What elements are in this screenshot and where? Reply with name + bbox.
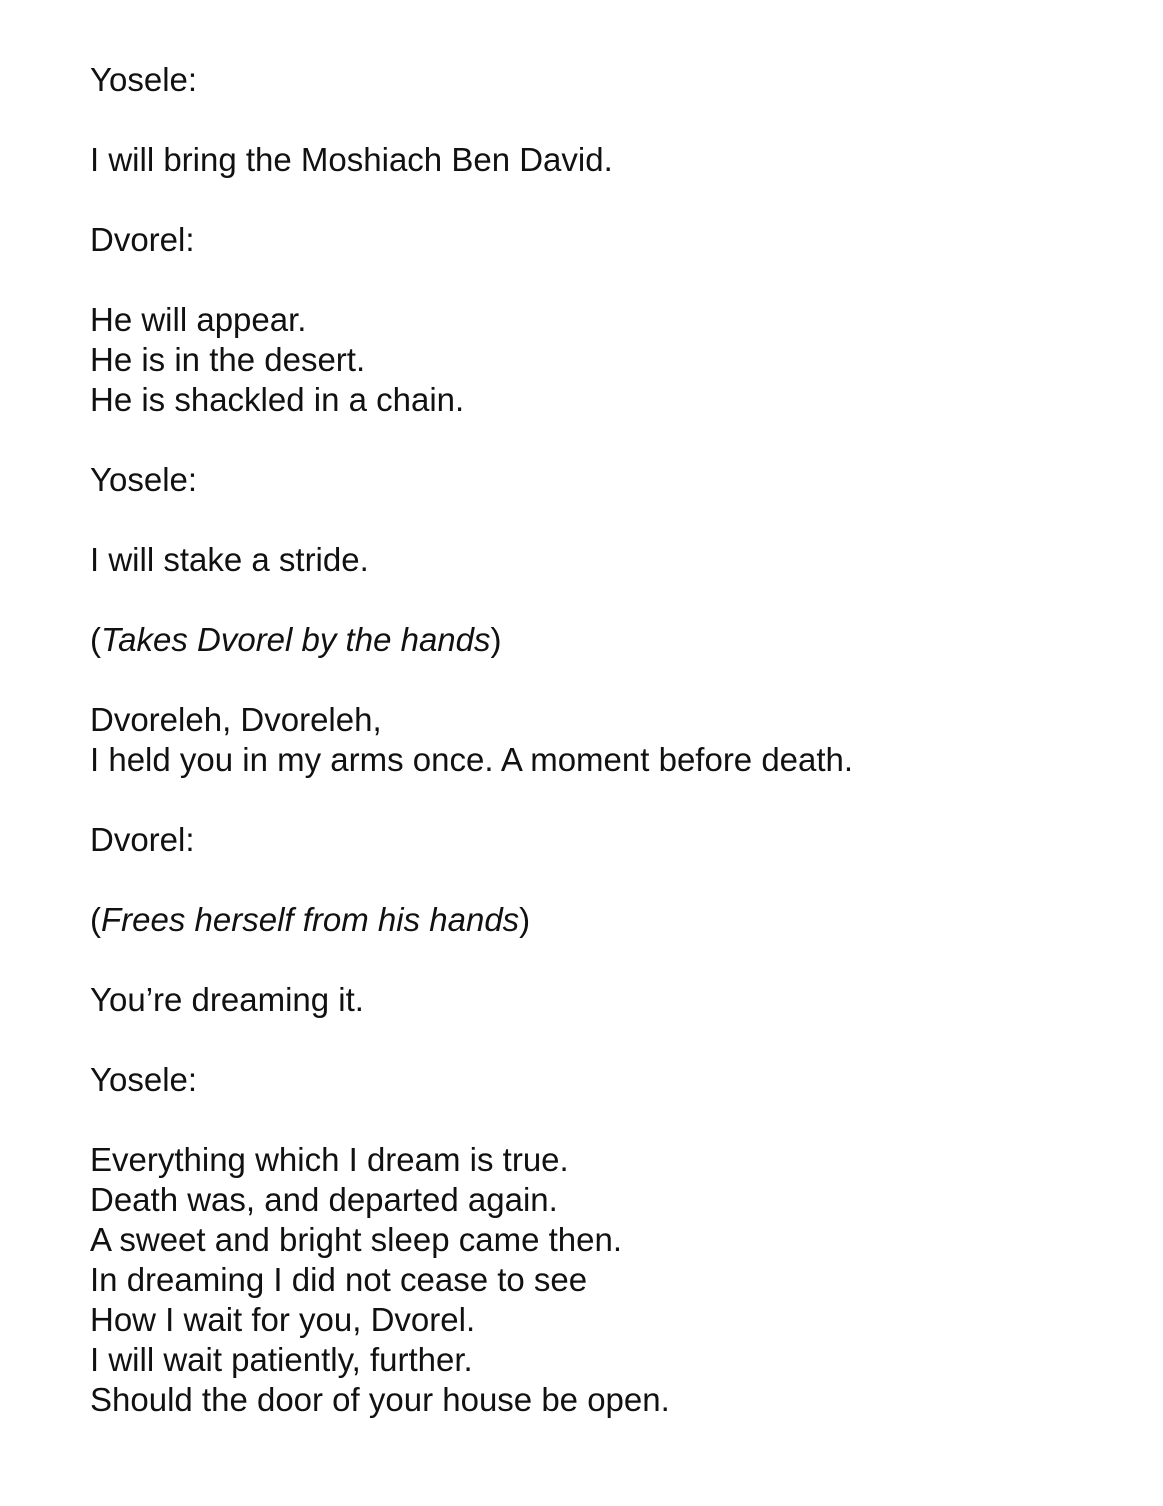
dialogue-line: How I wait for you, Dvorel. <box>90 1301 476 1338</box>
dialogue-line: I will wait patiently, further. <box>90 1341 473 1378</box>
dialogue-block <box>90 300 1110 420</box>
speaker-label: Dvorel: <box>90 221 195 258</box>
dialogue-line: Death was, and departed again. <box>90 1181 558 1218</box>
dialogue-line: I will stake a stride. <box>90 541 369 578</box>
speaker-label: Yosele: <box>90 461 198 498</box>
script-page <box>90 60 1110 1420</box>
dialogue-line: You’re dreaming it. <box>90 981 364 1018</box>
speaker-label: Dvorel: <box>90 821 195 858</box>
dialogue-line: I will bring the Moshiach Ben David. <box>90 141 613 178</box>
dialogue-line: He is shackled in a chain. <box>90 381 465 418</box>
dialogue-line: In dreaming I did not cease to see <box>90 1261 588 1298</box>
dialogue-block <box>90 1140 1110 1420</box>
dialogue-block <box>90 980 1110 1020</box>
dialogue-line: Everything which I dream is true. <box>90 1141 569 1178</box>
dialogue-line: A sweet and bright sleep came then. <box>90 1221 622 1258</box>
dialogue-line: He is in the desert. <box>90 341 366 378</box>
dialogue-line: I held you in my arms once. A moment before death. <box>90 741 854 778</box>
stage-direction: (Takes Dvorel by the hands) <box>90 621 502 658</box>
dialogue-block <box>90 540 1110 580</box>
dialogue-line: Dvoreleh, Dvoreleh, <box>90 701 382 738</box>
stage-direction: (Frees herself from his hands) <box>90 901 531 938</box>
speaker-label: Yosele: <box>90 61 198 98</box>
dialogue-line: Should the door of your house be open. <box>90 1381 670 1418</box>
dialogue-block <box>90 700 1110 780</box>
dialogue-block <box>90 140 1110 180</box>
dialogue-line: He will appear. <box>90 301 307 338</box>
speaker-label: Yosele: <box>90 1061 198 1098</box>
